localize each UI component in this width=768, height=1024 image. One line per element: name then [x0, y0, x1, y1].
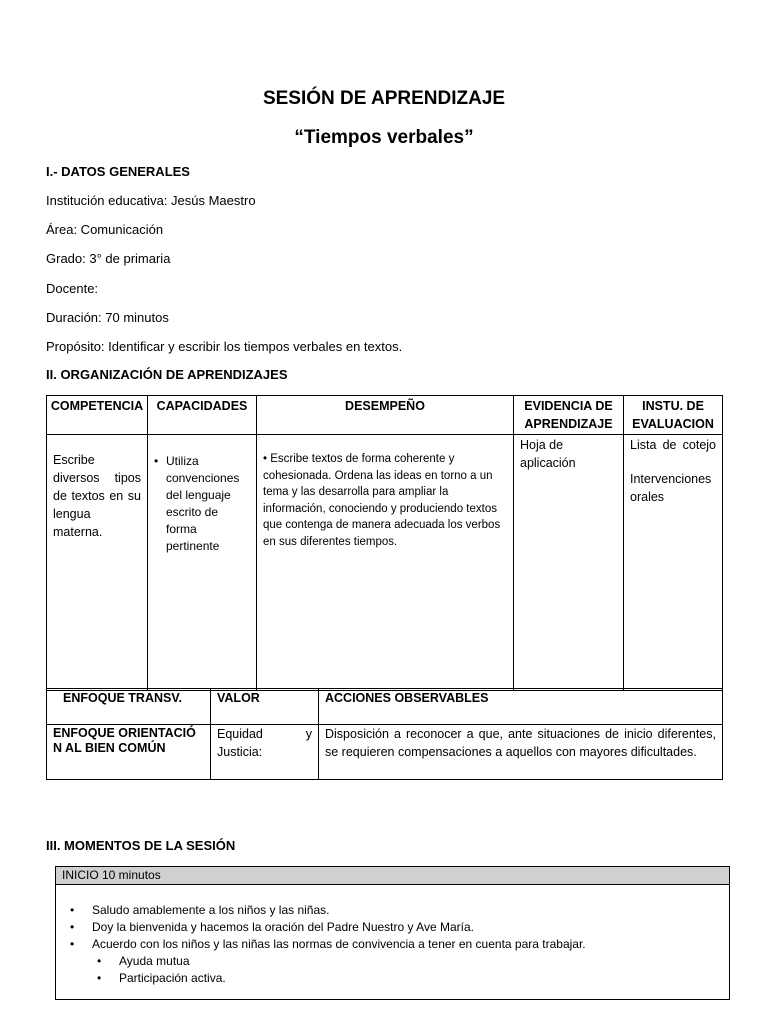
teacher-line: Docente:	[46, 281, 99, 296]
document-subtitle: “Tiempos verbales”	[294, 127, 474, 148]
enfoque-cell: ENFOQUE ORIENTACIÓN AL BIEN COMÚN	[47, 725, 211, 780]
inicio-list	[70, 902, 586, 987]
document-title: SESIÓN DE APRENDIZAJE	[262, 88, 506, 109]
header-capacidades: CAPACIDADES	[148, 396, 257, 435]
valor-cell: Equidad y Justicia:	[211, 725, 319, 780]
grade-line: Grado: 3° de primaria	[46, 251, 171, 266]
desempeno-cell: • Escribe textos de forma coherente y cohesionada. Ordena las ideas en torno a un tema y las desarrolla para ampliar la información, conociendo y produciendo textos que contenga de manera adecuada los verbos en sus diferentes tiempos.	[257, 435, 514, 691]
header-enfoque: ENFOQUE TRANSV.	[47, 689, 211, 725]
capacidad-text: Utiliza convenciones del lenguaje escrito de forma pertinente	[166, 454, 240, 553]
general-data-heading: I.- DATOS GENERALES	[46, 164, 190, 179]
table-row	[47, 725, 723, 780]
header-valor: VALOR	[211, 689, 319, 725]
instrumento-item: Lista de cotejo	[630, 438, 716, 452]
competencia-cell: Escribe diversos tipos de textos en su lengua materna.	[47, 435, 148, 691]
instrumento-cell	[624, 435, 723, 691]
list-item: • Doy la bienvenida y hacemos la oración del Padre Nuestro y Ave María.	[70, 920, 474, 934]
area-line: Área: Comunicación	[46, 222, 164, 237]
header-evidencia: EVIDENCIA DE APRENDIZAJE	[514, 396, 624, 435]
desempeno-text: Escribe textos de forma coherente y cohesionada. Ordena las ideas en torno a un tema y las desarrolla para ampliar la información, conociendo y produciendo textos que contenga de manera adecuada los verbos en sus diferentes tiempos.	[263, 453, 501, 548]
enfoque-header-row	[47, 689, 723, 725]
institution-line: Institución educativa: Jesús Maestro	[46, 193, 256, 208]
header-desempeno: DESEMPEÑO	[257, 396, 514, 435]
list-item: • Saludo amablemente a los niños y las niñas.	[70, 903, 330, 917]
capacidad-cell: • Utiliza convenciones del lenguaje escrito de forma pertinente	[148, 435, 257, 691]
header-competencia: COMPETENCIA	[47, 396, 148, 435]
acciones-cell: Disposición a reconocer a que, ante situaciones de inicio diferentes, se requieren compensaciones a aquellos con mayores dificultades.	[319, 725, 723, 780]
purpose-line: Propósito: Identificar y escribir los tiempos verbales en textos.	[46, 339, 403, 354]
table-row	[47, 435, 723, 691]
list-subitem: • Ayuda mutua	[97, 954, 190, 968]
transversal-approach-table	[46, 688, 723, 780]
moments-heading: III. MOMENTOS DE LA SESIÓN	[46, 838, 236, 853]
learning-organization-table	[46, 395, 723, 691]
table-header-row	[47, 396, 723, 435]
organization-heading: II. ORGANIZACIÓN DE APRENDIZAJES	[46, 367, 288, 382]
list-item: • Acuerdo con los niños y las niñas las normas de convivencia a tener en cuenta para trabajar.	[70, 937, 586, 951]
inicio-header: INICIO 10 minutos	[56, 867, 729, 885]
list-subitem: • Participación activa.	[97, 971, 226, 985]
header-instrumento: INSTU. DE EVALUACION	[624, 396, 723, 435]
header-acciones: ACCIONES OBSERVABLES	[319, 689, 723, 725]
inicio-section	[55, 866, 730, 1000]
evidencia-cell: Hoja de aplicación	[514, 435, 624, 691]
duration-line: Duración: 70 minutos	[46, 310, 169, 325]
instrumento-item: Intervenciones orales	[630, 472, 712, 504]
